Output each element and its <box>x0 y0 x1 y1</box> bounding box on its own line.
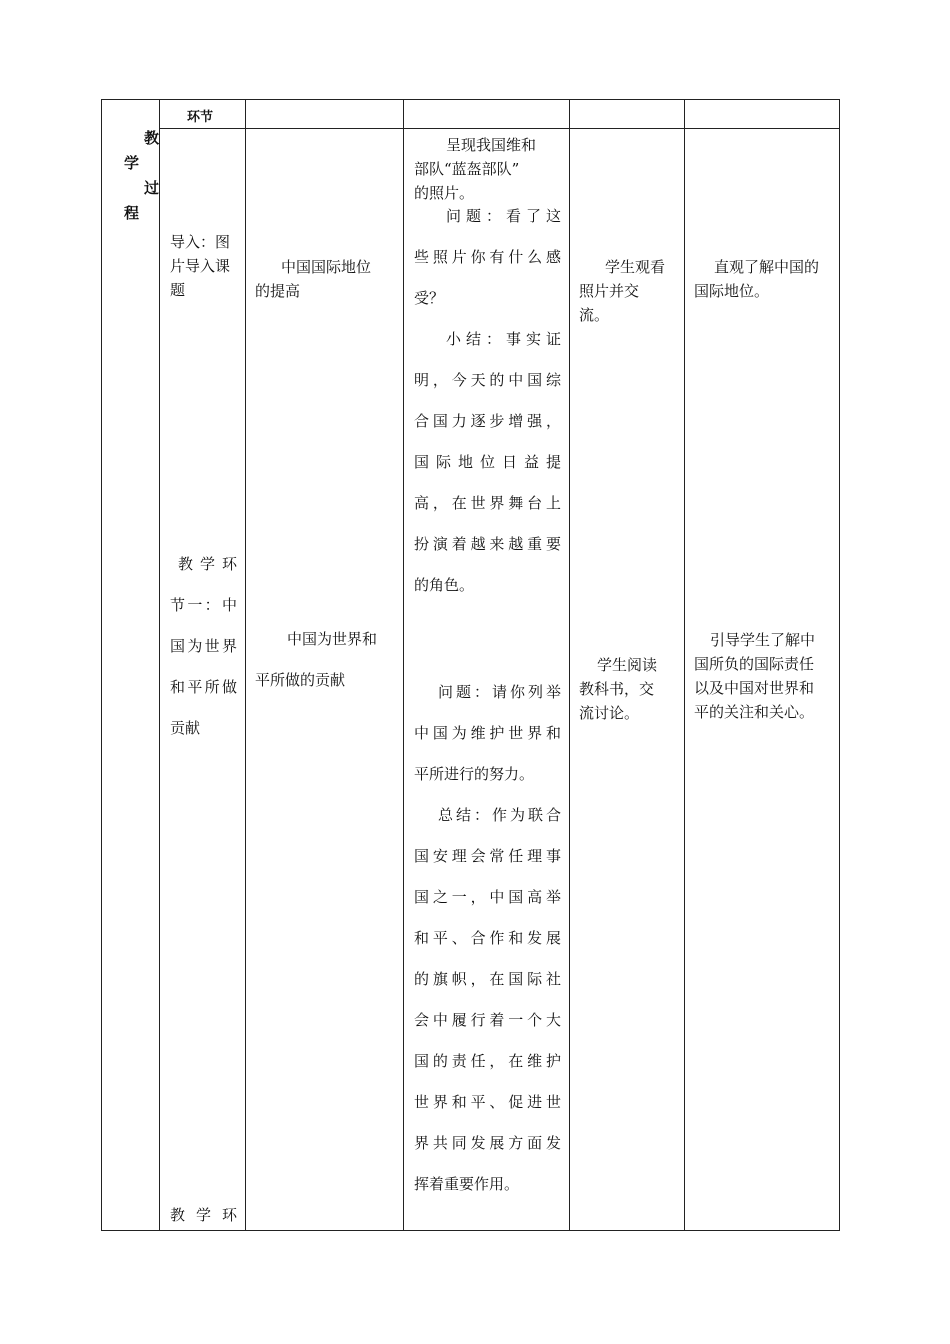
section1-content-cell <box>255 619 397 701</box>
text-line: 照片并交 <box>579 282 640 300</box>
text-line: 高，在世界舞台上 <box>414 494 562 512</box>
text-line: 合国力逐步增强， <box>414 412 562 430</box>
text-line: 平所做的贡献 <box>255 671 346 689</box>
text-line: 和平所做 <box>170 678 238 696</box>
text-line: 引导学生了解中 <box>710 631 816 649</box>
side-label-char: 教 <box>144 129 160 147</box>
intro-stage-cell <box>170 230 240 302</box>
text-line: 教学环 <box>178 555 238 573</box>
text-line: 片导入课 <box>170 257 231 275</box>
column-divider-3 <box>403 99 404 1231</box>
text-line: 国际地位日益提 <box>414 453 562 471</box>
column-divider-1 <box>159 99 160 1231</box>
text-line: 教学环 <box>170 1206 238 1224</box>
text-line: 中国为维护世界和 <box>414 724 562 742</box>
text-line: 和平、合作和发展 <box>414 929 562 947</box>
side-label-char: 程 <box>124 204 140 222</box>
text-line: 总结：作为联合 <box>438 806 562 824</box>
table-border-right <box>839 99 840 1231</box>
text-line: 导入：图 <box>170 233 231 251</box>
text-line: 国之一，中国高举 <box>414 888 562 906</box>
text-line: 国为世界 <box>170 637 238 655</box>
text-line: 中国为世界和 <box>287 630 378 648</box>
intro-teacher-cell-b <box>414 196 562 606</box>
text-line: 问题：请你列举 <box>438 683 562 701</box>
column-divider-4 <box>569 99 570 1231</box>
text-line: 中国国际地位 <box>281 258 372 276</box>
text-line: 的角色。 <box>414 576 475 594</box>
side-label-char: 过 <box>144 179 160 197</box>
section1-stage-cell <box>170 544 238 749</box>
text-line: 明，今天的中国综 <box>414 371 562 389</box>
column-divider-2 <box>245 99 246 1231</box>
text-line: 国所负的国际责任 <box>694 655 815 673</box>
text-line: 的提高 <box>255 282 301 300</box>
table-border-top <box>101 99 840 100</box>
section1-student-cell <box>579 653 679 725</box>
text-line: 节一：中 <box>170 596 238 614</box>
next-stage-label <box>170 1203 238 1227</box>
text-line: 部队“蓝盔部队” <box>414 160 520 178</box>
section1-intent-cell <box>694 628 834 724</box>
side-label-char: 学 <box>124 154 140 172</box>
text-line: 受？ <box>414 289 445 307</box>
text-line: 教科书，交 <box>579 680 655 698</box>
text-line: 贡献 <box>170 719 201 737</box>
text-line: 以及中国对世界和 <box>694 679 815 697</box>
text-line: 题 <box>170 281 186 299</box>
text-line: 问题：看了这 <box>446 207 562 225</box>
text-line: 挥着重要作用。 <box>414 1175 520 1193</box>
intro-content-cell <box>255 255 395 303</box>
text-line: 学生观看 <box>605 258 666 276</box>
text-line: 学生阅读 <box>597 656 658 674</box>
text-line: 会中履行着一个大 <box>414 1011 562 1029</box>
intro-intent-cell <box>694 255 834 303</box>
text-line: 平的关注和关心。 <box>694 703 815 721</box>
text-line: 流。 <box>579 306 610 324</box>
header-row-divider <box>159 128 840 129</box>
text-line: 国安理会常任理事 <box>414 847 562 865</box>
header-stage: 环节 <box>187 110 214 125</box>
text-line: 小结：事实证 <box>446 330 562 348</box>
column-divider-5 <box>684 99 685 1231</box>
text-line: 呈现我国维和 <box>446 136 537 154</box>
table-border-left <box>101 99 102 1231</box>
intro-student-cell <box>579 255 679 327</box>
intro-teacher-cell-a <box>414 133 564 205</box>
text-line: 的旗帜，在国际社 <box>414 970 562 988</box>
table-border-bottom <box>101 1230 840 1231</box>
text-line: 世界和平、促进世 <box>414 1093 562 1111</box>
text-line: 的照片。 <box>414 184 475 202</box>
text-line: 界共同发展方面发 <box>414 1134 562 1152</box>
text-line: 直观了解中国的 <box>714 258 820 276</box>
text-line: 国际地位。 <box>694 282 770 300</box>
text-line: 流讨论。 <box>579 704 640 722</box>
text-line: 扮演着越来越重要 <box>414 535 562 553</box>
text-line: 国的责任，在维护 <box>414 1052 562 1070</box>
text-line: 些照片你有什么感 <box>414 248 562 266</box>
section1-teacher-cell <box>414 672 562 1205</box>
text-line: 平所进行的努力。 <box>414 765 535 783</box>
